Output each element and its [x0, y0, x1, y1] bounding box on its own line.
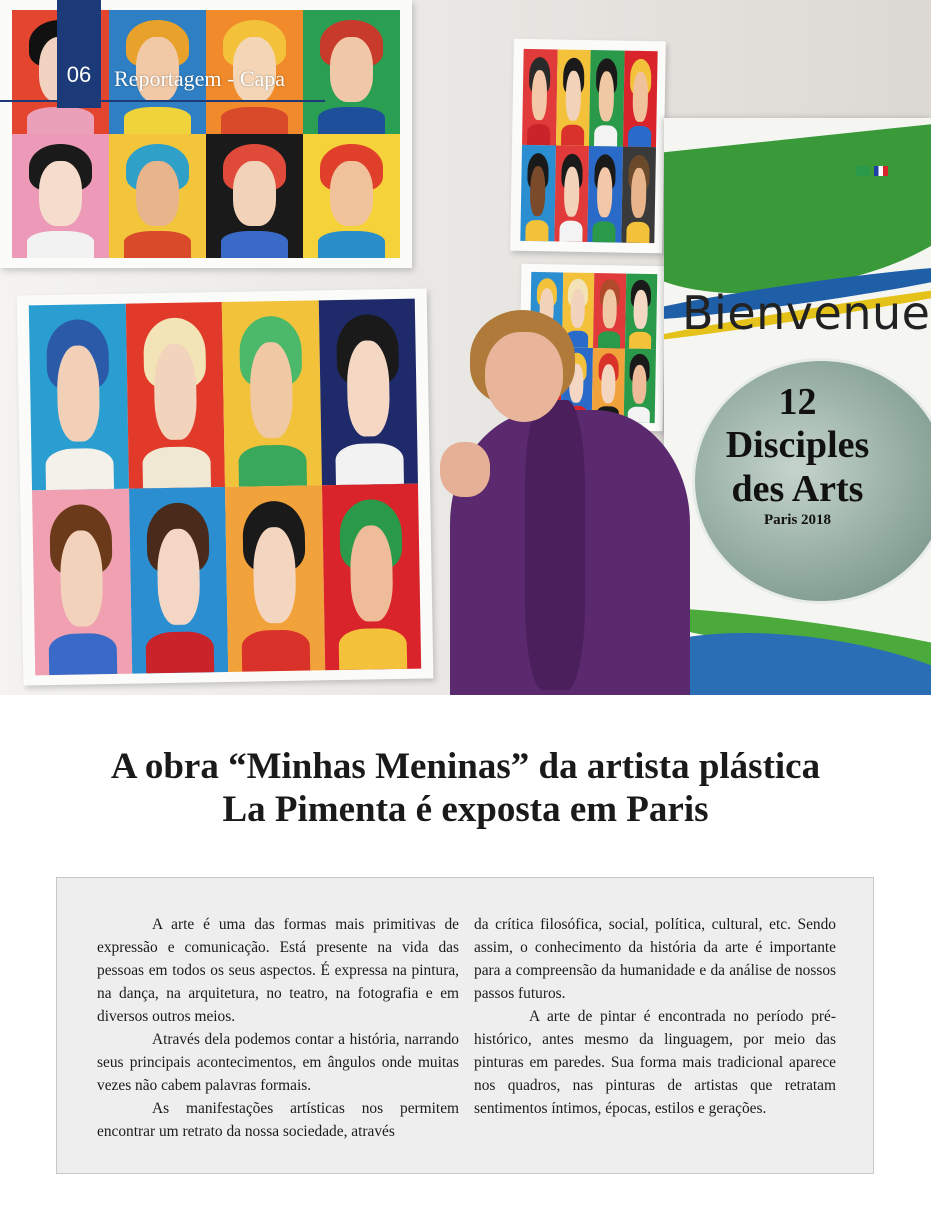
painting-tile	[109, 134, 206, 258]
article-headline	[40, 745, 891, 831]
page-number-tab	[57, 0, 101, 108]
painting-tile	[303, 134, 400, 258]
paragraph: As manifestações artísticas nos permitem encontrar um retrato da nossa sociedade, através	[97, 1100, 459, 1140]
headline-line-1: A obra “Minhas Meninas” da artista plástica	[110, 746, 821, 787]
article-column-right	[474, 913, 836, 1120]
paragraph: A arte é uma das formas mais primitivas de expressão e comunicação. Está presente na vida das pessoas em todos os seus aspectos. É expressa na pintura, na dança, na arquitetura, no teatro, na fotografia e em diversos outros meios.	[97, 916, 459, 1025]
painting-tile	[321, 484, 421, 671]
flags-icon	[856, 166, 888, 176]
painting-tile	[318, 299, 418, 486]
banner-number: 12	[778, 381, 817, 423]
painting-tile	[222, 300, 322, 487]
painting-tile	[129, 487, 229, 674]
painting-tile	[32, 489, 132, 676]
welcome-banner	[664, 118, 931, 695]
painting-tile	[206, 134, 303, 258]
paragraph: A arte de pintar é encontrada no período pré-histórico, antes mesmo da linguagem, por meio das pinturas em paredes. Sua forma mais tradicional aparece nos quadros, nas pinturas de artistas que retratam sentimentos íntimos, épocas, estilos e gerações.	[474, 1008, 836, 1117]
article-column-left	[97, 913, 459, 1143]
painting-tile	[12, 134, 109, 258]
banner-line-2: des Arts	[731, 468, 864, 510]
section-title: Reportagem - Capa	[114, 66, 286, 91]
painting-tile	[225, 485, 325, 672]
painting-tile	[303, 10, 400, 134]
painting-top-right	[510, 39, 666, 254]
artist-figure	[430, 310, 700, 695]
paragraph: Através dela podemos contar a história, narrando seus principais acontecimentos, em ângulos onde muitas vezes não cabem palavras formais.	[97, 1031, 459, 1094]
banner-title: Bienvenue	[682, 286, 931, 340]
painting-tile	[29, 304, 129, 491]
page-number: 06	[66, 62, 92, 87]
article-box	[56, 877, 874, 1174]
headline-line-2: La Pimenta é exposta em Paris	[222, 789, 709, 830]
banner-subtitle: Paris 2018	[763, 512, 832, 528]
banner-line-1: Disciples	[725, 424, 870, 466]
paragraph: da crítica filosófica, social, política, cultural, etc. Sendo assim, o conhecimento da história da arte é importante para a compreensão da humanidade e da análise de nossos passos futuros.	[474, 916, 836, 1002]
painting-bottom-left	[17, 288, 434, 685]
header-rule	[0, 100, 325, 102]
painting-tile	[125, 302, 225, 489]
